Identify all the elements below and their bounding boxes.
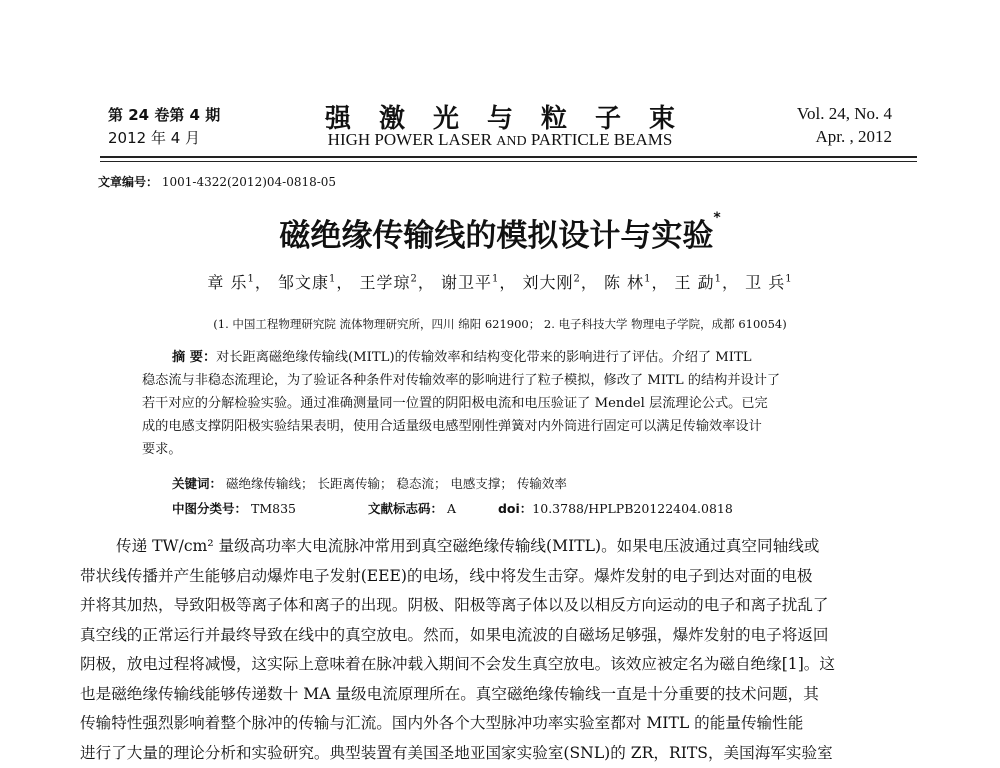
- article-number-value: 1001-4322(2012)04-0818-05: [162, 175, 336, 189]
- body-line: 也是磁绝缘传输线能够传递数十 MA 量级电流原理所在。真空磁绝缘传输线一直是十分重要的技术问题，其: [80, 680, 920, 710]
- body-line: 真空线的正常运行并最终导致在线中的真空放电。然而，如果电流波的自磁场足够强，爆炸发射的电子将返回: [80, 621, 920, 651]
- abstract-line: 成的电感支撑阴阳极实验结果表明，使用合适量级电感型刚性弹簧对内外筒进行固定可以满足传输效率设计: [142, 415, 862, 438]
- abstract-line: 若干对应的分解检验实验。通过准确测量同一位置的阴阳极电流和电压验证了 Mendel 层流理论公式。已完: [142, 392, 862, 415]
- journal-title-en-part3: PARTICLE BEAMS: [531, 130, 672, 149]
- article-number: [98, 173, 336, 190]
- classification-line: [172, 499, 733, 517]
- body-line: 传输特性强烈影响着整个脉冲的传输与汇流。国内外各个大型脉冲功率实验室都对 MITL 的能量传输性能: [80, 709, 920, 739]
- keywords-value: 磁绝缘传输线； 长距离传输； 稳态流； 电感支撑； 传输效率: [226, 476, 567, 491]
- keywords-label: 关键词：: [172, 476, 222, 491]
- paper-title: [0, 210, 1000, 255]
- journal-title-zh: 强激光与粒子束: [0, 98, 1000, 135]
- journal-volume-zh: 第 24 卷第 4 期: [108, 104, 220, 125]
- body-line: 带状线传播并产生能够启动爆炸电子发射(EEE)的电场，线中将发生击穿。爆炸发射的电子到达对面的电极: [80, 562, 920, 592]
- doc-code-value: A: [447, 501, 456, 516]
- body-line: 并将其加热，导致阳极等离子体和离子的出现。阴极、阳极等离子体以及以相反方向运动的电子和离子扰乱了: [80, 591, 920, 621]
- author: 陈 林$^1$，: [604, 273, 668, 292]
- body-text: [80, 532, 920, 768]
- author: 章 乐$^1$，: [207, 273, 271, 292]
- doi-value: 10.3788/HPLPB20122404.0818: [532, 501, 733, 516]
- body-line: 进行了大量的理论分析和实验研究。典型装置有美国圣地亚国家实验室(SNL)的 ZR，RITS，美国海军实验室: [80, 739, 920, 768]
- doi-label: doi：: [498, 501, 532, 516]
- author: 邹文康$^1$，: [278, 273, 353, 292]
- author: 卫 兵$^1$: [745, 273, 792, 292]
- abstract-label: 摘 要：: [172, 350, 216, 365]
- author: 王 勐$^1$，: [675, 273, 739, 292]
- keywords: [172, 474, 567, 492]
- author-list: [0, 270, 1000, 293]
- clc-label: 中图分类号：: [172, 501, 247, 516]
- title-footnote-mark: *: [713, 210, 720, 226]
- clc-value: TM835: [251, 501, 296, 516]
- header-rule-thin: [100, 161, 917, 162]
- author: 谢卫平$^1$，: [441, 273, 516, 292]
- author: 王学琼$^2$，: [359, 273, 434, 292]
- paper-title-text: 磁绝缘传输线的模拟设计与实验: [279, 218, 713, 254]
- journal-date-zh: 2012 年 4 月: [108, 127, 200, 148]
- journal-date-en: Apr. , 2012: [816, 127, 893, 147]
- journal-volume-en: Vol. 24, No. 4: [797, 104, 892, 124]
- author: 刘大刚$^2$，: [522, 273, 597, 292]
- abstract: [142, 346, 862, 461]
- journal-title-en-part2: AND: [496, 134, 526, 149]
- affiliations: (1. 中国工程物理研究院 流体物理研究所，四川 绵阳 621900； 2. 电子科技大学 物理电子学院，成都 610054): [0, 316, 1000, 332]
- header-rule-thick: [100, 156, 917, 158]
- abstract-line: 稳态流与非稳态流理论，为了验证各种条件对传输效率的影响进行了粒子模拟，修改了 MITL 的结构并设计了: [142, 369, 862, 392]
- abstract-line: 要求。: [142, 438, 862, 461]
- body-line: 传递 TW/cm² 量级高功率大电流脉冲常用到真空磁绝缘传输线(MITL)。如果电压波通过真空同轴线或: [80, 532, 920, 562]
- journal-title-en-part1: HIGH POWER LASER: [328, 130, 492, 149]
- doc-code-label: 文献标志码：: [368, 501, 443, 516]
- article-number-label: 文章编号：: [98, 175, 158, 189]
- abstract-line: 摘 要：对长距离磁绝缘传输线(MITL)的传输效率和结构变化带来的影响进行了评估。介绍了 MITL: [142, 346, 862, 369]
- body-line: 阴极，放电过程将减慢，这实际上意味着在脉冲载入期间不会发生真空放电。该效应被定名为磁自绝缘[1]。这: [80, 650, 920, 680]
